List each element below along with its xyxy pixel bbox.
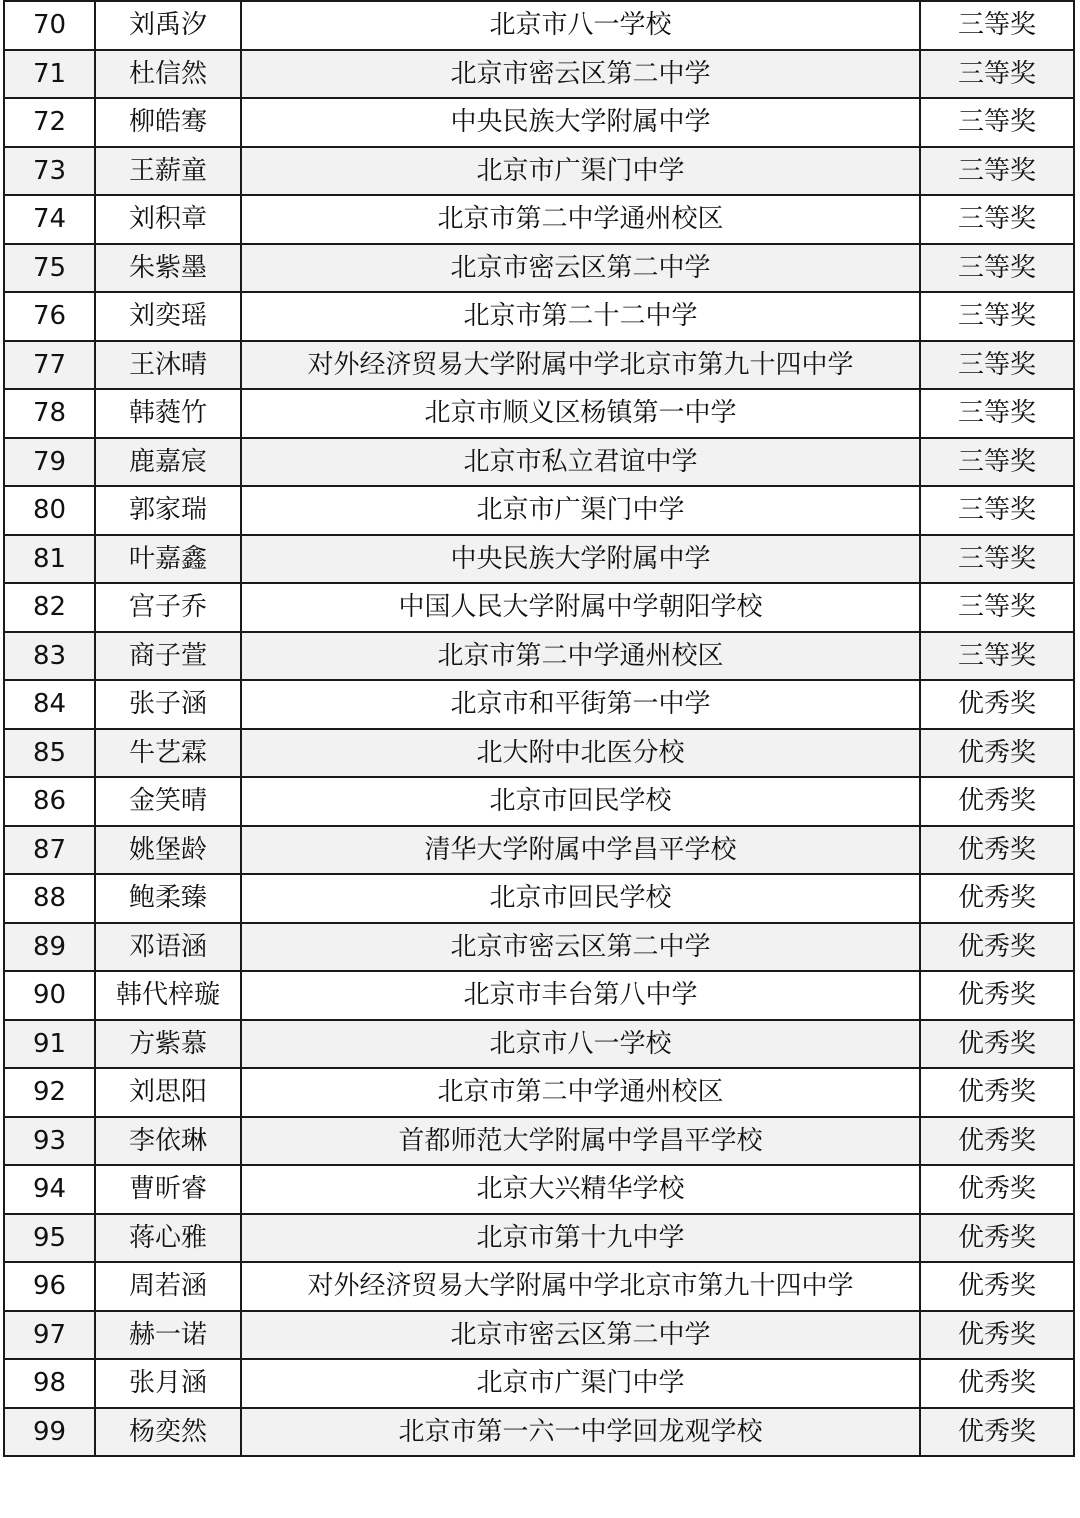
row-number-cell: 92 — [4, 1068, 95, 1117]
award-level-cell: 三等奖 — [920, 341, 1074, 390]
table-row — [4, 1408, 1074, 1457]
school-name-cell: 北京市私立君谊中学 — [241, 438, 920, 487]
award-level-cell: 优秀奖 — [920, 1117, 1074, 1166]
award-level-cell: 优秀奖 — [920, 729, 1074, 778]
award-level-cell: 三等奖 — [920, 244, 1074, 293]
student-name-cell: 张子涵 — [95, 680, 241, 729]
student-name-cell: 曹昕睿 — [95, 1165, 241, 1214]
table-row — [4, 98, 1074, 147]
row-number-cell: 83 — [4, 632, 95, 681]
student-name-cell: 朱紫墨 — [95, 244, 241, 293]
award-level-cell: 优秀奖 — [920, 971, 1074, 1020]
school-name-cell: 北京市顺义区杨镇第一中学 — [241, 389, 920, 438]
row-number-cell: 96 — [4, 1262, 95, 1311]
row-number-cell: 84 — [4, 680, 95, 729]
school-name-cell: 北京大兴精华学校 — [241, 1165, 920, 1214]
award-level-cell: 三等奖 — [920, 147, 1074, 196]
award-level-cell: 优秀奖 — [920, 1214, 1074, 1263]
student-name-cell: 方紫慕 — [95, 1020, 241, 1069]
school-name-cell: 对外经济贸易大学附属中学北京市第九十四中学 — [241, 1262, 920, 1311]
student-name-cell: 刘积章 — [95, 195, 241, 244]
row-number-cell: 95 — [4, 1214, 95, 1263]
row-number-cell: 85 — [4, 729, 95, 778]
row-number-cell: 77 — [4, 341, 95, 390]
school-name-cell: 北京市第二中学通州校区 — [241, 195, 920, 244]
table-row — [4, 1020, 1074, 1069]
school-name-cell: 中央民族大学附属中学 — [241, 98, 920, 147]
row-number-cell: 89 — [4, 923, 95, 972]
row-number-cell: 91 — [4, 1020, 95, 1069]
student-name-cell: 郭家瑞 — [95, 486, 241, 535]
award-level-cell: 优秀奖 — [920, 923, 1074, 972]
award-level-cell: 三等奖 — [920, 535, 1074, 584]
school-name-cell: 对外经济贸易大学附属中学北京市第九十四中学 — [241, 341, 920, 390]
award-list-table-container — [3, 0, 1073, 1457]
row-number-cell: 75 — [4, 244, 95, 293]
row-number-cell: 99 — [4, 1408, 95, 1457]
school-name-cell: 北京市密云区第二中学 — [241, 244, 920, 293]
table-row — [4, 147, 1074, 196]
school-name-cell: 北京市密云区第二中学 — [241, 923, 920, 972]
student-name-cell: 杜信然 — [95, 50, 241, 99]
student-name-cell: 王薪童 — [95, 147, 241, 196]
table-row — [4, 1214, 1074, 1263]
award-level-cell: 三等奖 — [920, 50, 1074, 99]
table-row — [4, 1311, 1074, 1360]
table-row — [4, 486, 1074, 535]
student-name-cell: 周若涵 — [95, 1262, 241, 1311]
school-name-cell: 北京市回民学校 — [241, 777, 920, 826]
award-level-cell: 三等奖 — [920, 292, 1074, 341]
award-level-cell: 三等奖 — [920, 98, 1074, 147]
school-name-cell: 北京市回民学校 — [241, 874, 920, 923]
school-name-cell: 北大附中北医分校 — [241, 729, 920, 778]
row-number-cell: 94 — [4, 1165, 95, 1214]
student-name-cell: 邓语涵 — [95, 923, 241, 972]
student-name-cell: 刘思阳 — [95, 1068, 241, 1117]
table-row — [4, 680, 1074, 729]
award-level-cell: 优秀奖 — [920, 1165, 1074, 1214]
row-number-cell: 76 — [4, 292, 95, 341]
award-level-cell: 三等奖 — [920, 486, 1074, 535]
row-number-cell: 71 — [4, 50, 95, 99]
school-name-cell: 北京市密云区第二中学 — [241, 50, 920, 99]
table-row — [4, 535, 1074, 584]
table-row — [4, 1117, 1074, 1166]
school-name-cell: 北京市密云区第二中学 — [241, 1311, 920, 1360]
school-name-cell: 中国人民大学附属中学朝阳学校 — [241, 583, 920, 632]
table-row — [4, 1359, 1074, 1408]
award-list-table — [3, 0, 1075, 1457]
award-level-cell: 优秀奖 — [920, 1020, 1074, 1069]
student-name-cell: 柳皓骞 — [95, 98, 241, 147]
award-level-cell: 三等奖 — [920, 438, 1074, 487]
student-name-cell: 杨奕然 — [95, 1408, 241, 1457]
school-name-cell: 北京市广渠门中学 — [241, 1359, 920, 1408]
student-name-cell: 韩蕤竹 — [95, 389, 241, 438]
award-level-cell: 优秀奖 — [920, 680, 1074, 729]
student-name-cell: 韩代梓璇 — [95, 971, 241, 1020]
award-level-cell: 三等奖 — [920, 389, 1074, 438]
student-name-cell: 刘禹汐 — [95, 1, 241, 50]
student-name-cell: 李依琳 — [95, 1117, 241, 1166]
award-level-cell: 优秀奖 — [920, 874, 1074, 923]
row-number-cell: 93 — [4, 1117, 95, 1166]
award-level-cell: 优秀奖 — [920, 1311, 1074, 1360]
row-number-cell: 98 — [4, 1359, 95, 1408]
award-level-cell: 优秀奖 — [920, 1262, 1074, 1311]
table-row — [4, 50, 1074, 99]
row-number-cell: 82 — [4, 583, 95, 632]
award-level-cell: 优秀奖 — [920, 826, 1074, 875]
table-row — [4, 1, 1074, 50]
student-name-cell: 叶嘉鑫 — [95, 535, 241, 584]
row-number-cell: 97 — [4, 1311, 95, 1360]
award-level-cell: 三等奖 — [920, 195, 1074, 244]
table-row — [4, 292, 1074, 341]
student-name-cell: 蒋心雅 — [95, 1214, 241, 1263]
row-number-cell: 87 — [4, 826, 95, 875]
school-name-cell: 北京市第二中学通州校区 — [241, 1068, 920, 1117]
row-number-cell: 88 — [4, 874, 95, 923]
student-name-cell: 商子萱 — [95, 632, 241, 681]
table-row — [4, 923, 1074, 972]
table-row — [4, 341, 1074, 390]
table-row — [4, 971, 1074, 1020]
school-name-cell: 北京市广渠门中学 — [241, 147, 920, 196]
student-name-cell: 金笑晴 — [95, 777, 241, 826]
school-name-cell: 北京市第二中学通州校区 — [241, 632, 920, 681]
row-number-cell: 78 — [4, 389, 95, 438]
school-name-cell: 中央民族大学附属中学 — [241, 535, 920, 584]
award-level-cell: 优秀奖 — [920, 1359, 1074, 1408]
student-name-cell: 牛艺霖 — [95, 729, 241, 778]
row-number-cell: 90 — [4, 971, 95, 1020]
school-name-cell: 北京市第十九中学 — [241, 1214, 920, 1263]
row-number-cell: 79 — [4, 438, 95, 487]
table-row — [4, 1165, 1074, 1214]
table-body — [4, 1, 1074, 1456]
table-row — [4, 244, 1074, 293]
student-name-cell: 赫一诺 — [95, 1311, 241, 1360]
school-name-cell: 北京市八一学校 — [241, 1020, 920, 1069]
table-row — [4, 826, 1074, 875]
award-level-cell: 优秀奖 — [920, 777, 1074, 826]
student-name-cell: 鹿嘉宸 — [95, 438, 241, 487]
student-name-cell: 姚堡龄 — [95, 826, 241, 875]
row-number-cell: 70 — [4, 1, 95, 50]
row-number-cell: 81 — [4, 535, 95, 584]
student-name-cell: 刘奕瑶 — [95, 292, 241, 341]
table-row — [4, 195, 1074, 244]
table-row — [4, 1068, 1074, 1117]
row-number-cell: 73 — [4, 147, 95, 196]
row-number-cell: 74 — [4, 195, 95, 244]
school-name-cell: 北京市和平街第一中学 — [241, 680, 920, 729]
school-name-cell: 清华大学附属中学昌平学校 — [241, 826, 920, 875]
table-row — [4, 632, 1074, 681]
table-row — [4, 729, 1074, 778]
school-name-cell: 北京市丰台第八中学 — [241, 971, 920, 1020]
school-name-cell: 北京市广渠门中学 — [241, 486, 920, 535]
award-level-cell: 优秀奖 — [920, 1068, 1074, 1117]
award-level-cell: 优秀奖 — [920, 1408, 1074, 1457]
table-row — [4, 1262, 1074, 1311]
student-name-cell: 张月涵 — [95, 1359, 241, 1408]
school-name-cell: 首都师范大学附属中学昌平学校 — [241, 1117, 920, 1166]
student-name-cell: 鲍柔臻 — [95, 874, 241, 923]
table-row — [4, 438, 1074, 487]
table-row — [4, 389, 1074, 438]
school-name-cell: 北京市第一六一中学回龙观学校 — [241, 1408, 920, 1457]
row-number-cell: 80 — [4, 486, 95, 535]
student-name-cell: 王沐晴 — [95, 341, 241, 390]
student-name-cell: 宫子乔 — [95, 583, 241, 632]
school-name-cell: 北京市八一学校 — [241, 1, 920, 50]
award-level-cell: 三等奖 — [920, 632, 1074, 681]
school-name-cell: 北京市第二十二中学 — [241, 292, 920, 341]
row-number-cell: 86 — [4, 777, 95, 826]
table-row — [4, 583, 1074, 632]
award-level-cell: 三等奖 — [920, 583, 1074, 632]
table-row — [4, 874, 1074, 923]
table-row — [4, 777, 1074, 826]
award-level-cell: 三等奖 — [920, 1, 1074, 50]
row-number-cell: 72 — [4, 98, 95, 147]
